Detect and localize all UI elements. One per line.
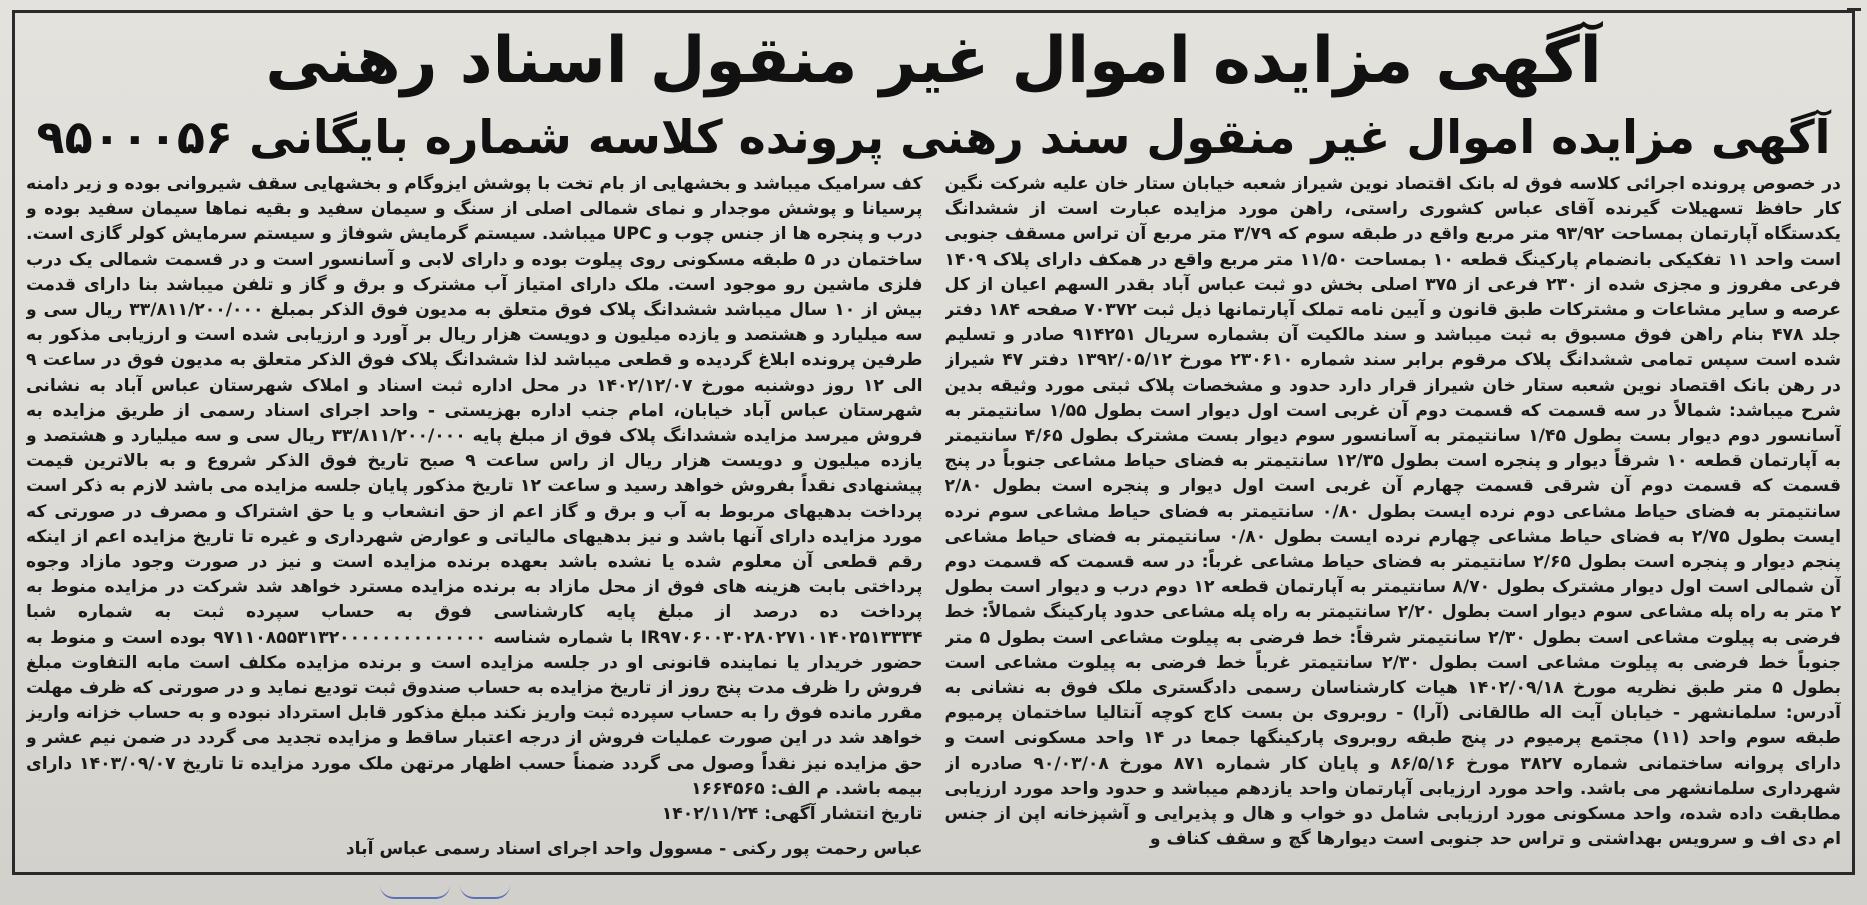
notice-title: آگهی مزایده اموال غیر منقول اسناد رهنی [265,24,1602,98]
pen-mark [460,885,510,899]
corner-mark [1847,0,1861,11]
column-right-text: در خصوص پرونده اجرائی کلاسه فوق له بانک اقتصاد نوین شیراز شعبه خیابان ستار خان علیه شرکت نگین کار حافظ تسهیلات گیرنده آقای عباس کشوری راستی، راهن مورد مزایده عبارت است از ششدانگ یکدستگاه آپارتمان بمساحت ۹۳/۹۲ متر مربع واقع در طبقه سوم که ۳/۷۹ متر مربع آن تراس مسقف جنوبی است واحد ۱۱ تفکیکی بانضمام پارکینگ قطعه ۱۰ بمساحت ۱۱/۵۰ متر مربع واقع در همکف دارای پلاک ۱۴۰۹ فرعی مفروز و مجزی شده از ۲۳۰ فرعی از ۳۷۵ اصلی بخش دو ثبت عباس آباد بقدر السهم اعیان از کل عرصه و سایر مشاعات و مشترکات طبق قانون و آیین نامه تملک آپارتمانها ذیل ثبت ۷۰۳۷۲ صفحه ۱۸۴ دفتر جلد ۴۷۸ بنام راهن فوق مسبوق به ثبت میباشد و سند مالکیت آن بشماره سریال ۹۱۴۲۵۱ صادر و تسلیم شده است سپس تمامی ششدانگ پلاک مرقوم برابر سند شماره ۲۳۰۶۱۰ مورخ ۱۳۹۲/۰۵/۱۲ دفتر ۴۷ شیراز در رهن بانک اقتصاد نوین شعبه ستار خان شیراز قرار دارد حدود و مشخصات پلاک ثبتی مورد وثیقه بدین شرح میباشد: شمالاً در سه قسمت که قسمت دوم آن غربی است اول دیوار است بطول ۱/۵۵ سانتیمتر به آسانسور دوم دیوار بست بطول ۱/۴۵ سانتیمتر به آسانسور سوم دیوار بست مشترک بطول ۴/۶۵ سانتیمتر به آپارتمان قطعه ۱۰ شرقاً دیوار و پنجره است بطول ۱۲/۳۵ سانتیمتر به فضای حیاط مشاعی جنوباً در پنج قسمت که قسمت دوم آن شرقی قسمت چهارم آن غربی است اول دیوار و پنجره است بطول ۲/۸۰ سانتیمتر به فضای حیاط مشاعی دوم نرده ایست بطول ۰/۸۰ سانتیمتر به فضای حیاط مشاعی سوم نرده ایست بطول ۲/۷۵ به فضای حیاط مشاعی چهارم نرده ایست بطول ۰/۸۰ سانتیمتر به فضای حیاط مشاعی پنجم دیوار و پنجره است بطول ۲/۶۵ سانتیمتر به فضای حیاط مشاعی غرباً: در سه قسمت که قسمت دوم آن شمالی است اول دیوار مشترک بطول ۸/۷۰ سانتیمتر به آپارتمان قطعه ۱۲ دوم درب و دیوار است بطول ۲ متر به راه پله مشاعی سوم دیوار است بطول ۲/۲۰ سانتیمتر به راه پله مشاعی حدود پارکینگ شمالاً: خط فرضی به پیلوت مشاعی است بطول ۲/۳۰ سانتیمتر شرقاً: خط فرضی به پیلوت مشاعی است بطول ۵ متر جنوباً خط فرضی به پیلوت مشاعی است بطول ۲/۳۰ سانتیمتر غرباً خط فرضی به پیلوت مشاعی است بطول ۵ متر طبق نظریه مورخ ۱۴۰۲/۰۹/۱۸ هیات کارشناسان رسمی دادگستری ملک فوق به نشانی به آدرس: سلمانشهر - خیابان آیت اله طالقانی (آرا) - روبروی بن بست کاج کوچه آنتالیا ساختمان پرمیوم طبقه سوم واحد (۱۱) مجتمع پرمیوم در پنج طبقه روبروی پارکینگها جمعا در ۱۴ واحد مسکونی است و دارای پروانه ساختمانی شماره ۳۸۲۷ مورخ ۸۶/۵/۱۶ و پایان کار شماره ۸۷۱ مورخ ۹۰/۰۳/۰۸ صادره از شهرداری سلمانشهر می باشد. واحد مورد ارزیابی آپارتمان واحد یازدهم میباشد و حدود واحد مورد ارزیابی مطابقت داده شده، واحد مسکونی مورد ارزیابی شامل دو خواب و هال و پذیرایی و آشپزخانه اپن از جنس ام دی اف و سرویس بهداشتی و تراس حد جنوبی است دیوارها گچ و سقف کناف و [944,174,1841,850]
notice-body [26,172,1841,861]
pen-mark [380,885,450,899]
column-left-text: کف سرامیک میباشد و بخشهایی از بام تخت با پوشش ایزوگام و بخشهایی سقف شیروانی بوده و زیر دامنه پرسیانا و پوشش موجدار و نمای شمالی اصلی از سنگ و سیمان سفید و بقیه نماها سیمان سفید بوده و درب و پنجره ها از جنس چوب و UPC میباشد. سیستم گرمایش شوفاژ و سیستم سرمایش کولر گازی است. ساختمان در ۵ طبقه مسکونی روی پیلوت بوده و دارای لابی و آسانسور است و در قسمت شمالی یک درب فلزی ماشین رو موجود است. ملک دارای امتیاز آب مشترک و برق و گاز و تلفن میباشد بنا دارای قدمت بیش از ۱۰ سال میباشد ششدانگ پلاک فوق متعلق به مدیون فوق الذکر بمبلغ ۳۳/۸۱۱/۲۰۰/۰۰۰ ریال سی و سه میلیارد و هشتصد و یازده میلیون و دویست هزار ریال بر آورد و ارزیابی شده است و ارزیابی مذکور به طرفین پرونده ابلاغ گردیده و قطعی میباشد لذا ششدانگ پلاک فوق الذکر متعلق به مدیون فوق در ساعت ۹ الی ۱۲ روز دوشنبه مورخ ۱۴۰۲/۱۲/۰۷ در محل اداره ثبت اسناد و املاک شهرستان عباس آباد به نشانی شهرستان عباس آباد خیابان، امام جنب اداره بهزیستی - واحد اجرای اسناد رسمی از طریق مزایده به فروش میرسد مزایده ششدانگ پلاک فوق از مبلغ پایه ۳۳/۸۱۱/۲۰۰/۰۰۰ ریال سی و سه میلیارد و هشتصد و یازده میلیون و دویست هزار ریال از راس ساعت ۹ صبح تاریخ فوق الذکر شروع و به بالاترین قیمت پیشنهادی نقداً بفروش خواهد رسید و ساعت ۱۲ تاریخ مذکور پایان جلسه مزایده می باشد لازم به ذکر است پرداخت بدهیهای مربوط به آب و برق و گاز اعم از حق انشعاب و یا حق اشتراک و مصرف در صورتی که مورد مزایده دارای آنها باشد و نیز بدهیهای مالیاتی و عوارض شهرداری و غیره تا تاریخ مزایده اعم از اینکه رقم قطعی آن معلوم شده یا نشده باشد بعهده برنده مزایده است و نیز در صورت وجود مازاد وجوه پرداختی بابت هزینه های فوق از محل مازاد به برنده مزایده مسترد خواهد شد شرکت در مزایده منوط به پرداخت ده درصد از مبلغ پایه کارشناسی فوق به حساب سپرده ثبت به شماره شبا IR۹۷۰۶۰۰۳۰۲۸۰۲۷۱۰۱۴۰۲۵۱۳۳۳۴ با شماره شناسه ۹۷۱۱۰۸۵۵۳۱۳۲۰۰۰۰۰۰۰۰۰۰۰۰۰۰ بوده است و منوط به حضور خریدار یا نماینده قانونی او در جلسه مزایده است و برنده مزایده مکلف است مابه التفاوت مبلغ فروش را ظرف مدت پنج روز از تاریخ مزایده به حساب صندوق ثبت تودیع نماید و در صورتی که ظرف مهلت مقرر مانده فوق را به حساب سپرده ثبت واریز نکند مبلغ مذکور قابل استرداد نبوده و به حساب خزانه واریز خواهد شد در این صورت عملیات فروش از درجه اعتبار ساقط و مزایده تجدید می گردد در ضمن نیم عشر و حق مزایده نیز نقداً وصول می گردد ضمناً حسب اظهار مرتهن ملک مورد مزایده تا تاریخ ۱۴۰۳/۰۹/۰۷ دارای بیمه باشد. م الف: ۱۶۶۴۵۶۵ [26,174,923,799]
column-left [26,172,923,861]
column-right [945,172,1842,861]
publish-date: تاریخ انتشار آگهی: ۱۴۰۲/۱۱/۲۴ [661,804,923,825]
notice-subtitle: آگهی مزایده اموال غیر منقول سند رهنی پرونده کلاسه شماره بایگانی ۹۵۰۰۰۵۶ [36,110,1831,164]
signature-line: عباس رحمت پور رکنی - مسوول واحد اجرای اسناد رسمی عباس آباد [345,839,923,860]
